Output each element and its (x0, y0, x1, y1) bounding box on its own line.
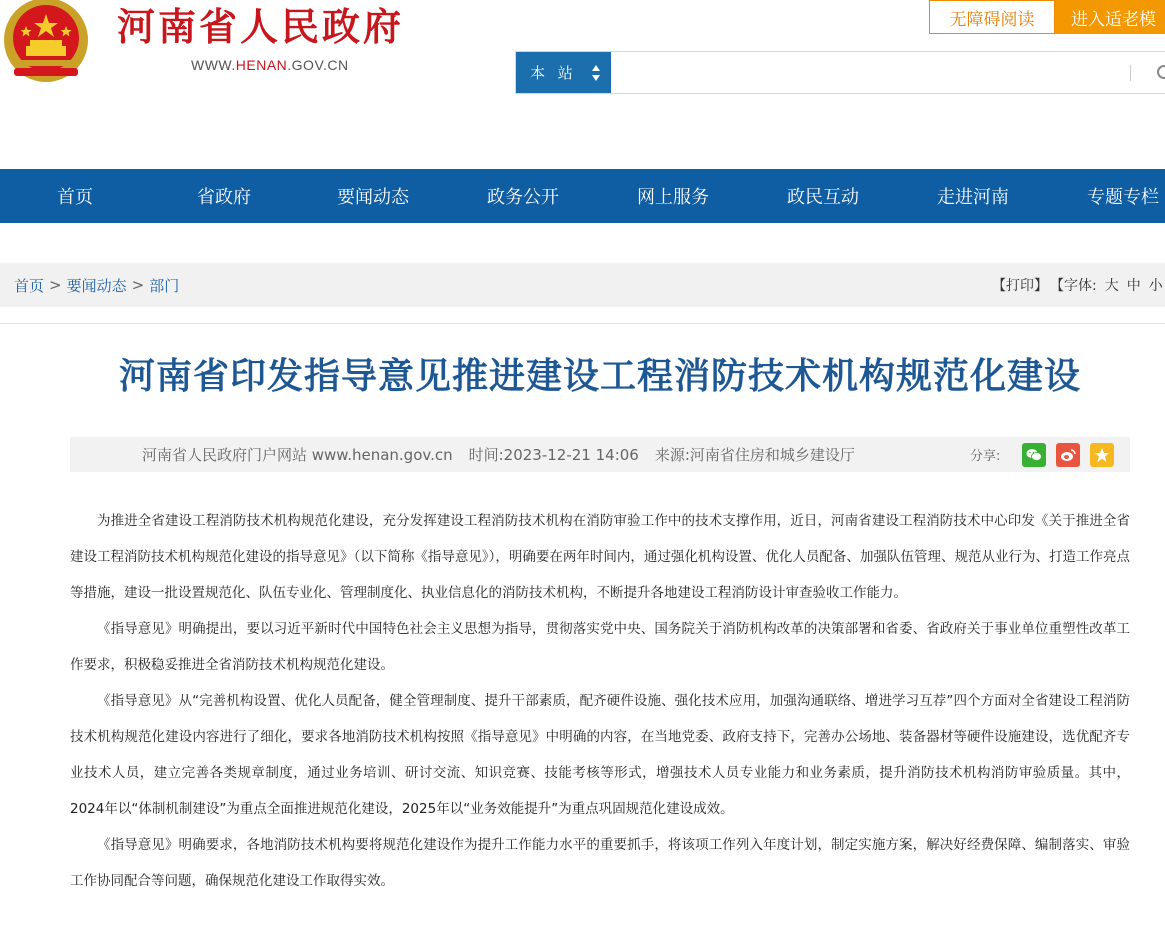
article-paragraph: 《指导意见》明确提出，要以习近平新时代中国特色社会主义思想为指导，贯彻落实党中央、国务院关于消防机构改革的决策部署和省委、省政府关于事业单位重塑性改革工作要求，积极稳妥推进全省消防技术机构规范化建设。 (70, 621, 1130, 673)
font-medium-link[interactable]: 中 (1126, 278, 1141, 294)
meta-time-label: 时间: (468, 446, 504, 464)
font-large-link[interactable]: 大 (1104, 278, 1119, 294)
font-size-label: 【字体: (1050, 278, 1097, 294)
search-divider (1130, 65, 1131, 81)
main-nav (0, 169, 1165, 223)
nav-item-topics[interactable]: 专题专栏 (1087, 187, 1159, 208)
breadcrumb-separator: > (131, 276, 145, 294)
breadcrumb-home[interactable]: 首页 (14, 276, 45, 295)
article-meta-bar (70, 437, 1130, 472)
accessibility-reading-button[interactable]: 无障碍阅读 (929, 0, 1055, 34)
meta-origin-label: 来源: (654, 446, 690, 464)
search-scope-select[interactable] (516, 52, 611, 93)
star-icon (1094, 447, 1110, 463)
weibo-icon (1060, 448, 1076, 462)
font-small-link[interactable]: 小 (1148, 278, 1163, 294)
breadcrumb-department[interactable]: 部门 (149, 276, 180, 295)
share-label: 分享: (970, 449, 1001, 464)
section-divider (0, 323, 1165, 324)
page-tools (992, 263, 1165, 307)
national-emblem-logo (0, 0, 92, 84)
article-body (70, 503, 1130, 899)
breadcrumb-bar (0, 263, 1165, 307)
site-title[interactable]: 河南省人民政府 (117, 5, 405, 49)
elder-mode-button[interactable]: 进入适老模 (1055, 0, 1165, 34)
article-paragraph: 为推进全省建设工程消防技术机构规范化建设，充分发挥建设工程消防技术机构在消防审验工作中的技术支撑作用，近日，河南省建设工程消防技术中心印发《关于推进全省建设工程消防技术机构规范化建设的指导意见》（以下简称《指导意见》），明确要在两年时间内，通过强化机构设置、优化人员配备、加强队伍管理、规范从业行为、打造工作亮点等措施，建设一批设置规范化、队伍专业化、管理制度化、执业信息化的消防技术机构，不断提升各地建设工程消防设计审查验收工作能力。 (70, 513, 1130, 601)
article-title: 河南省印发指导意见推进建设工程消防技术机构规范化建设 (118, 356, 1081, 397)
article-paragraph: 《指导意见》明确要求，各地消防技术机构要将规范化建设作为提升工作能力水平的重要抓手，将该项工作列入年度计划，制定实施方案，解决好经费保障、编制落实、审验工作协同配合等问题，确保规范化建设工作取得实效。 (70, 837, 1130, 889)
share-qzone-button[interactable] (1090, 443, 1114, 467)
nav-item-government[interactable]: 省政府 (197, 187, 251, 208)
meta-time-value: 2023-12-21 14:06 (503, 445, 639, 464)
nav-item-open-affairs[interactable]: 政务公开 (487, 187, 559, 208)
search-icon[interactable] (1156, 64, 1165, 84)
article-meta (142, 437, 855, 472)
meta-source-site: 河南省人民政府门户网站 www.henan.gov.cn (142, 446, 453, 464)
breadcrumb-separator: > (49, 276, 62, 294)
search-scope-label: 本 站 (530, 64, 577, 82)
breadcrumb-news[interactable]: 要闻动态 (66, 276, 127, 295)
updown-arrow-icon (591, 64, 601, 82)
breadcrumb (14, 263, 179, 307)
share-wechat-button[interactable] (1022, 443, 1046, 467)
search-input[interactable] (612, 52, 1132, 93)
nav-item-interaction[interactable]: 政民互动 (787, 187, 859, 208)
search-bar (515, 51, 1165, 94)
print-link[interactable]: 【打印】 (992, 278, 1048, 294)
nav-item-online-services[interactable]: 网上服务 (637, 187, 709, 208)
nav-item-about-henan[interactable]: 走进河南 (937, 187, 1009, 208)
share-weibo-button[interactable] (1056, 443, 1080, 467)
meta-origin-value: 河南省住房和城乡建设厅 (689, 446, 855, 464)
nav-item-news[interactable]: 要闻动态 (337, 187, 409, 208)
article-paragraph: 《指导意见》从“完善机构设置、优化人员配备，健全管理制度、提升干部素质，配齐硬件设施、强化技术应用，加强沟通联络、增进学习互荐”四个方面对全省建设工程消防技术机构规范化建设内容进行了细化，要求各地消防技术机构按照《指导意见》中明确的内容，在当地党委、政府支持下，完善办公场地、装备器材等硬件设施建设，选优配齐专业技术人员，建立完善各类规章制度，通过业务培训、研讨交流、知识竞赛、技能考核等形式，增强技术人员专业能力和业务素质，提升消防技术机构消防审验质量。其中，2024年以“体制机制建设”为重点全面推进规范化建设，2025年以“业务效能提升”为重点巩固规范化建设成效。 (70, 693, 1130, 817)
nav-item-home[interactable]: 首页 (57, 187, 93, 208)
wechat-icon (1026, 448, 1042, 462)
site-domain: WWW.HENAN.GOV.CN (191, 57, 349, 73)
